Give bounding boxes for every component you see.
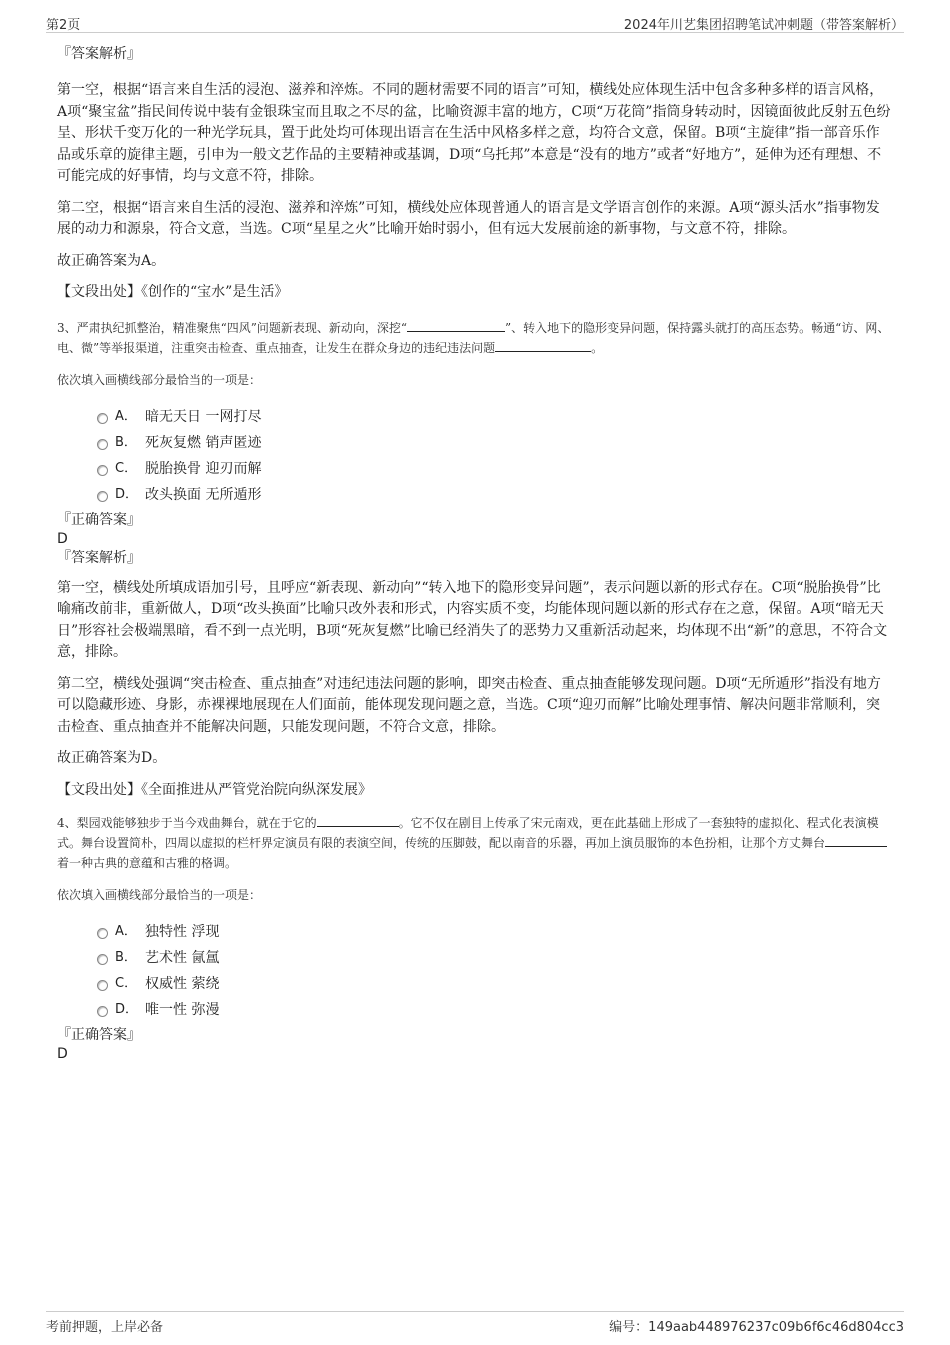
analysis-paragraph: 第二空，横线处强调“突击检查、重点抽查”对违纪违法问题的影响，即突击检查、重点抽查能够发现问题。D项“无所遁形”指没有地方可以隐藏形迹、身影，赤裸裸地展现在人们面前，能体现发现问题之意，当选。C项“迎刃而解”比喻处理事情、解决问题非常顺利，突击检查、重点抽查并不能解决问题，只能发现问题，不符合文意，排除。 <box>57 675 881 735</box>
document-title: 2024年川艺集团招聘笔试冲刺题（带答案解析） <box>623 18 904 33</box>
page-footer <box>46 1311 904 1336</box>
page-header <box>46 12 904 33</box>
option-list <box>57 921 891 1025</box>
option-a[interactable]: A． 暗无天日 一网打尽 <box>57 406 891 432</box>
footer-slogan: 考前押题，上岸必备 <box>46 1320 164 1335</box>
analysis-paragraph: 第二空，根据“语言来自生活的浸泡、滋养和淬炼”可知，横线处应体现普通人的语言是文学语言创作的来源。A项“源头活水”指事物发展的动力和源泉，符合文意，当选。C项“星星之火”比喻开始时弱小，但有远大发展前途的新事物，与文意不符，排除。 <box>57 199 880 237</box>
radio-icon[interactable] <box>97 465 108 476</box>
option-c[interactable]: C． 脱胎换骨 迎刃而解 <box>57 458 891 484</box>
fill-blank <box>407 319 505 332</box>
radio-icon[interactable] <box>97 1006 108 1017</box>
option-list <box>57 406 891 510</box>
option-b[interactable]: B． 死灰复燃 销声匿迹 <box>57 432 891 458</box>
correct-answer-label: 『正确答案』 <box>57 511 141 528</box>
radio-icon[interactable] <box>97 413 108 424</box>
question-stem: 3、严肃执纪抓整治，精准聚焦“四风”问题新表现、新动向，深挖“ ”、转入地下的隐形变异问题，保持露头就打的高压态势。畅通“访、网、电、微”等举报渠道，注重突击检查、重点抽查，让发生在群众身边的违纪违法问题 。 <box>57 320 890 355</box>
fill-blank <box>495 339 591 352</box>
footer-serial: 编号：149aab448976237c09b6f6c46d804cc3 <box>609 1320 904 1335</box>
question-instruction: 依次填入画横线部分最恰当的一项是： <box>57 372 262 387</box>
radio-icon[interactable] <box>97 928 108 939</box>
option-b[interactable]: B． 艺术性 氤氲 <box>57 947 891 973</box>
source-citation: 【文段出处】《全面推进从严管党治院向纵深发展》 <box>57 781 372 798</box>
analysis-paragraph: 第一空，根据“语言来自生活的浸泡、滋养和淬炼。不同的题材需要不同的语言”可知，横线处应体现生活中包含多种多样的语言风格，A项“聚宝盆”指民间传说中装有金银珠宝而且取之不尽的盆，比喻资源丰富的地方，C项“万花筒”指筒身转动时，因镜面彼此反射五色纷呈、形状千变万化的一种光学玩具，置于此处均可体现出语言在生活中风格多样之意，均符合文意，保留。B项“主旋律”指一部音乐作品或乐章的旋律主题，引申为一般文艺作品的主要精神或基调，D项“乌托邦”本意是“没有的地方”或者“好地方”，延伸为还有理想、不可能完成的好事情，均与文意不符，排除。 <box>57 82 891 184</box>
analysis-label: 『答案解析』 <box>57 549 141 566</box>
page-number: 第2页 <box>46 18 81 33</box>
radio-icon[interactable] <box>97 954 108 965</box>
conclusion: 故正确答案为A。 <box>57 252 166 269</box>
option-c[interactable]: C． 权威性 萦绕 <box>57 973 891 999</box>
fill-blank <box>825 834 887 847</box>
analysis-label: 『答案解析』 <box>57 46 141 62</box>
conclusion: 故正确答案为D。 <box>57 750 167 766</box>
fill-blank <box>317 814 399 827</box>
radio-icon[interactable] <box>97 491 108 502</box>
correct-answer: D <box>57 530 68 547</box>
option-d[interactable]: D． 改头换面 无所遁形 <box>57 484 891 510</box>
correct-answer-label: 『正确答案』 <box>57 1027 141 1043</box>
question-stem: 4、梨园戏能够独步于当今戏曲舞台，就在于它的 。它不仅在剧目上传承了宋元南戏，更在此基础上形成了一套独特的虚拟化、程式化表演模式。舞台设置简朴，四周以虚拟的栏杆界定演员有限的表演空间，传统的压脚鼓，配以南音的乐器，再加上演员服饰的本色扮相，让那个方丈舞台着一种古典的意蕴和古雅的格调。 <box>57 813 891 873</box>
option-d[interactable]: D． 唯一性 弥漫 <box>57 999 891 1025</box>
correct-answer: D <box>57 1046 68 1062</box>
analysis-paragraph: 第一空，横线处所填成语加引号，且呼应“新表现、新动向”“转入地下的隐形变异问题”，表示问题以新的形式存在。C项“脱胎换骨”比喻痛改前非，重新做人，D项“改头换面”比喻只改外表和形式，内容实质不变，均能体现问题以新的形式存在之意，保留。A项“暗无天日”形容社会极端黑暗，看不到一点光明，B项“死灰复燃”比喻已经消失了的恶势力又重新活动起来，均体现不出“新”的意思，不符合文意，排除。 <box>57 579 888 660</box>
radio-icon[interactable] <box>97 980 108 991</box>
document-body <box>57 44 891 1063</box>
radio-icon[interactable] <box>97 439 108 450</box>
question-instruction: 依次填入画横线部分最恰当的一项是： <box>57 888 262 902</box>
option-a[interactable]: A． 独特性 浮现 <box>57 921 891 947</box>
source-citation: 【文段出处】《创作的“宝水”是生活》 <box>57 284 289 300</box>
